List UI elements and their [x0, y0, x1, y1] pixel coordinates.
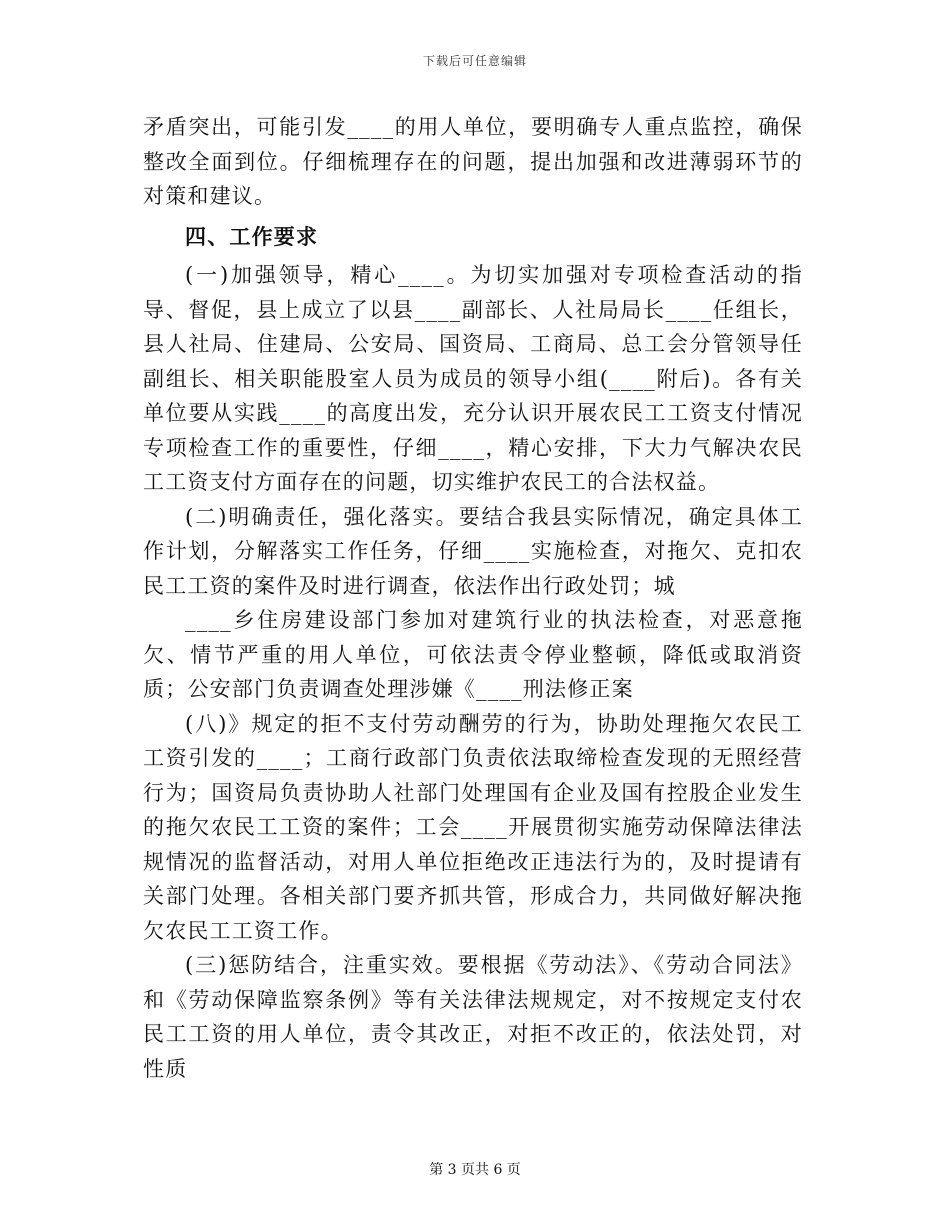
- paragraph-prevention: (三)惩防结合，注重实效。要根据《劳动法》、《劳动合同法》和《劳动保障监察条例》等有关法律法规规定，对不按规定支付农民工工资的用人单位，责令其改正，对拒不改正的，依法处罚，对性质: [143, 953, 803, 1081]
- page-number: 第 3 页共 6 页: [429, 1162, 521, 1178]
- section-heading: 四、工作要求: [185, 223, 319, 249]
- document-body: [143, 110, 803, 1086]
- paragraph-responsibility: (二)明确责任，强化落实。要结合我县实际情况，确定具体工作计划，分解落实工作任务，仔细____实施检查，对拖欠、克扣农民工工资的案件及时进行调查，依法作出行政处罚；城: [143, 504, 803, 598]
- paragraph-leadership: (一)加强领导，精心____。为切实加强对专项检查活动的指导、督促，县上成立了以县____副部长、人社局局长____任组长，县人社局、住建局、公安局、国资局、工商局、总工会分管领导任副组长、相关职能股室人员为成员的领导小组(____附后)。各有关单位要从实践____的高度出发，充分认识开展农民工工资支付情况专项检查工作的重要性，仔细____，精心安排，下大力气解决农民工工资支付方面存在的问题，切实维护农民工的合法权益。: [143, 263, 803, 494]
- paragraph-continuation: 矛盾突出，可能引发____的用人单位，要明确专人重点监控，确保整改全面到位。仔细梳理存在的问题，提出加强和改进薄弱环节的对策和建议。: [143, 115, 803, 208]
- paragraph-housing-dept: ____乡住房建设部门参加对建筑行业的执法检查，对恶意拖欠、情节严重的用人单位，可依法责令停业整顿，降低或取消资质；公安部门负责调查处理涉嫌《____刑法修正案: [143, 608, 803, 701]
- paragraph-criminal-law: (八)》规定的拒不支付劳动酬劳的行为，协助处理拖欠农民工工资引发的____；工商行政部门负责依法取缔检查发现的无照经营行为；国资局负责协助人社部门处理国有企业及国有控股企业发生的拖欠农民工工资的案件；工会____开展贯彻实施劳动保障法律法规情况的监督活动，对用人单位拒绝改正违法行为的，及时提请有关部门处理。各相关部门要齐抓共管，形成合力，共同做好解决拖欠农民工工资工作。: [143, 711, 803, 943]
- page-header: 下载后可任意编辑: [422, 54, 527, 68]
